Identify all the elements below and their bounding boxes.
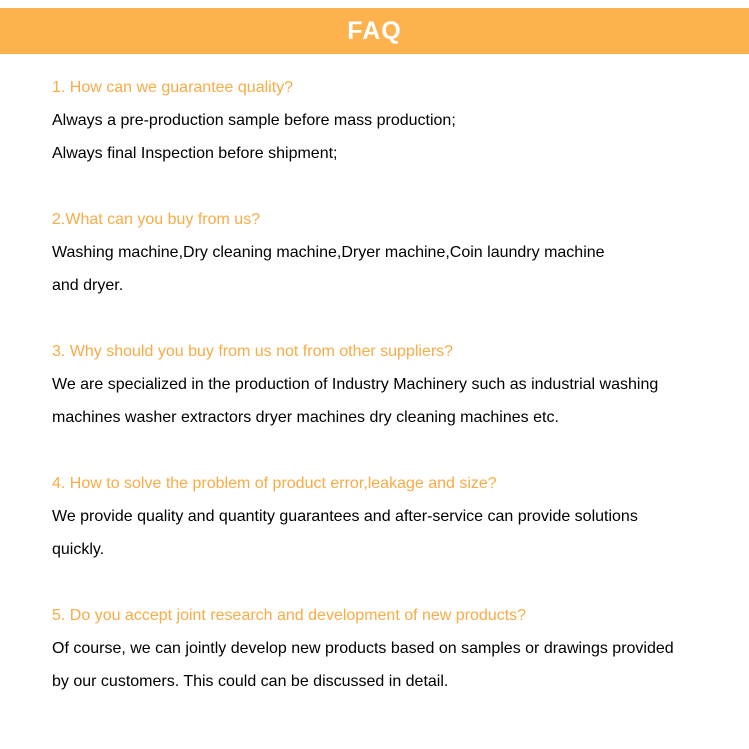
faq-answer-line: quickly.	[52, 541, 105, 558]
faq-list	[52, 71, 732, 731]
faq-item-5	[52, 599, 732, 731]
faq-answer-line: Of course, we can jointly develop new products based on samples or drawings provided	[52, 640, 674, 657]
faq-answer-line: Always final Inspection before shipment;	[52, 145, 338, 162]
faq-answer-line: Always a pre-production sample before mass production;	[52, 112, 456, 129]
faq-header-bar	[0, 8, 749, 54]
faq-answer-line: We are specialized in the production of Industry Machinery such as industrial washing	[52, 376, 659, 393]
faq-question: 1. How can we guarantee quality?	[52, 79, 294, 96]
faq-question: 3. Why should you buy from us not from other suppliers?	[52, 343, 454, 360]
faq-answer-line: and dryer.	[52, 277, 124, 294]
faq-answer-line: We provide quality and quantity guarantees and after-service can provide solutions	[52, 508, 638, 525]
faq-answer-line: machines washer extractors dryer machines dry cleaning machines etc.	[52, 409, 559, 426]
faq-question: 4. How to solve the problem of product error,leakage and size?	[52, 475, 497, 492]
faq-question: 2.What can you buy from us?	[52, 211, 261, 228]
faq-question: 5. Do you accept joint research and development of new products?	[52, 607, 527, 624]
faq-answer-line: Washing machine,Dry cleaning machine,Dryer machine,Coin laundry machine	[52, 244, 605, 261]
faq-item-1	[52, 71, 732, 203]
page-title: FAQ	[347, 16, 402, 45]
faq-item-3	[52, 335, 732, 467]
faq-item-2	[52, 203, 732, 335]
faq-answer-line: by our customers. This could can be discussed in detail.	[52, 673, 449, 690]
faq-item-4	[52, 467, 732, 599]
